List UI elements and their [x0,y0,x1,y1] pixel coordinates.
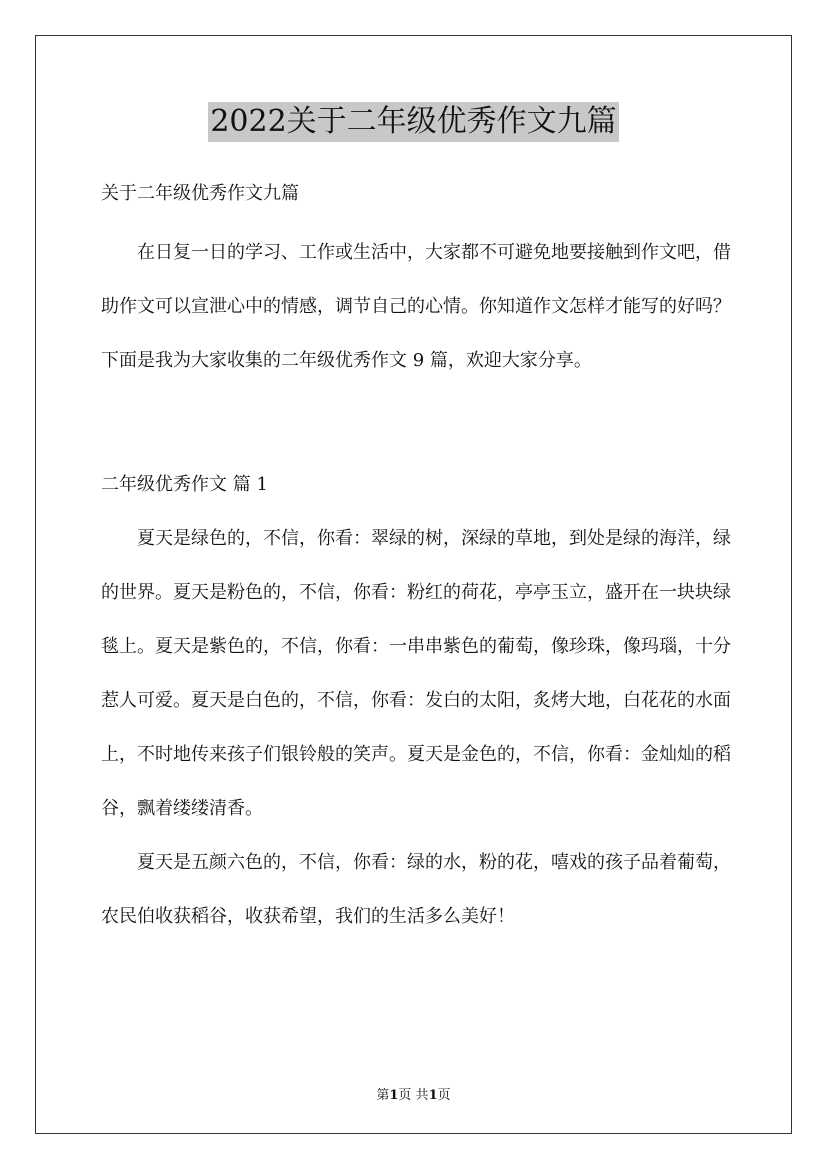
section-heading: 二年级优秀作文 篇 1 [101,474,268,495]
footer-prefix: 第 [376,1088,390,1103]
section-paragraph: 夏天是绿色的，不信，你看：翠绿的树，深绿的草地，到处是绿的海洋，绿的世界。夏天是粉色的，不信，你看：粉红的荷花，亭亭玉立，盛开在一块块绿毯上。夏天是紫色的，不信，你看：一串串紫色的葡萄，像珍珠，像玛瑙，十分惹人可爱。夏天是白色的，不信，你看：发白的太阳，炙烤大地，白花花的水面上，不时地传来孩子们银铃般的笑声。夏天是金色的，不信，你看：金灿灿的稻谷，飘着缕缕清香。 [101,528,731,819]
document-body [101,176,731,944]
intro-paragraph: 在日复一日的学习、工作或生活中，大家都不可避免地要接触到作文吧，借助作文可以宣泄心中的情感，调节自己的心情。你知道作文怎样才能写的好吗？下面是我为大家收集的二年级优秀作文 9 篇，欢迎大家分享。 [101,242,731,371]
document-title: 2022关于二年级优秀作文九篇 [208,102,618,142]
footer-current-page: 1 [389,1088,399,1103]
footer-mid: 页 共 [398,1088,429,1103]
page-footer [0,1084,827,1103]
section-paragraph: 夏天是五颜六色的，不信，你看：绿的水，粉的花，嘻戏的孩子品着葡萄，农民伯收获稻谷，收获希望，我们的生活多么美好！ [101,852,731,927]
title-wrap [0,102,827,142]
footer-suffix: 页 [437,1088,451,1103]
footer-total-pages: 1 [428,1088,438,1103]
document-subtitle: 关于二年级优秀作文九篇 [101,183,299,204]
